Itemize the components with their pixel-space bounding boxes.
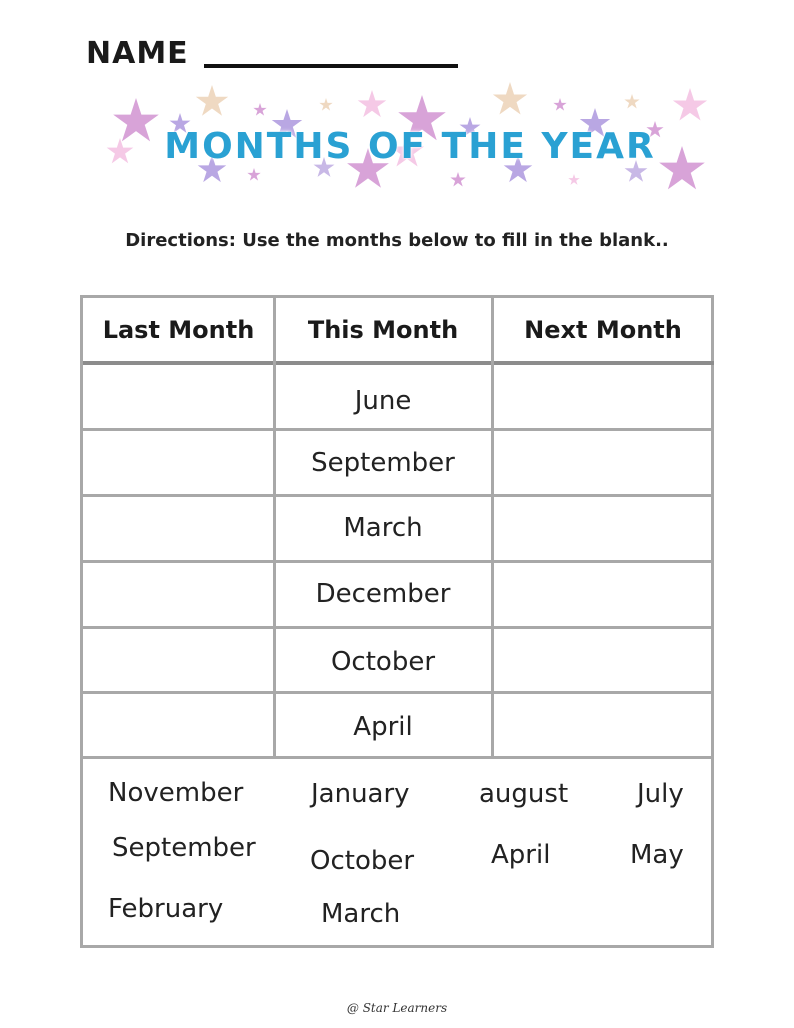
name-line[interactable] bbox=[204, 64, 458, 68]
word-bank-item: April bbox=[491, 840, 551, 870]
answer-blank-last-2[interactable] bbox=[83, 431, 273, 494]
answer-blank-next-2[interactable] bbox=[494, 431, 714, 494]
this-month-cell: December bbox=[315, 579, 451, 609]
word-bank-item: September bbox=[112, 833, 256, 863]
this-month-cell: April bbox=[353, 712, 413, 742]
page-title: MONTHS OF THE YEAR bbox=[164, 126, 656, 167]
answer-blank-last-4[interactable] bbox=[83, 563, 273, 626]
answer-blank-last-3[interactable] bbox=[83, 497, 273, 560]
word-bank-item: March bbox=[321, 899, 401, 929]
word-bank-item: July bbox=[637, 779, 684, 809]
answer-blank-last-1[interactable] bbox=[83, 365, 273, 428]
answer-blank-next-6[interactable] bbox=[494, 694, 714, 756]
word-bank-item: May bbox=[630, 840, 684, 870]
answer-blank-next-5[interactable] bbox=[494, 629, 714, 691]
this-month-cell: October bbox=[330, 647, 436, 677]
word-bank-item: January bbox=[311, 779, 410, 809]
column-header-last-month: Last Month bbox=[102, 315, 255, 344]
column-header-next-month: Next Month bbox=[524, 315, 682, 344]
answer-blank-next-1[interactable] bbox=[494, 365, 714, 428]
word-bank-item: October bbox=[310, 846, 415, 876]
column-header-this-month: This Month bbox=[307, 315, 459, 344]
name-label: NAME bbox=[86, 36, 189, 71]
directions-text: Directions: Use the months below to fill in the blank.. bbox=[125, 230, 669, 251]
answer-blank-last-5[interactable] bbox=[83, 629, 273, 691]
word-bank-item: February bbox=[108, 894, 224, 924]
word-bank-item: November bbox=[108, 778, 244, 808]
word-bank-item: august bbox=[479, 779, 569, 809]
months-table bbox=[80, 295, 714, 948]
answer-blank-next-3[interactable] bbox=[494, 497, 714, 560]
this-month-cell: March bbox=[343, 513, 423, 543]
footer-credit: @ Star Learners bbox=[346, 1001, 448, 1015]
this-month-cell: September bbox=[311, 448, 455, 478]
title-banner bbox=[100, 80, 720, 200]
answer-blank-last-6[interactable] bbox=[83, 694, 273, 756]
this-month-cell: June bbox=[354, 386, 412, 416]
answer-blank-next-4[interactable] bbox=[494, 563, 714, 626]
